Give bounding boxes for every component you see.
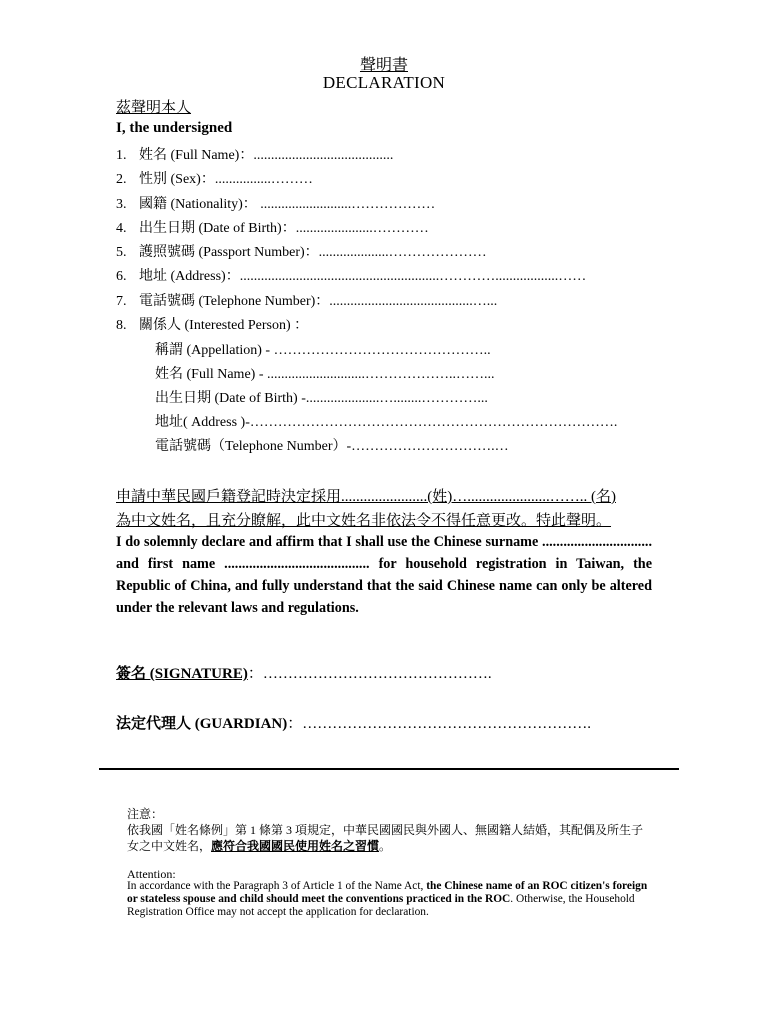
interested-appellation: 稱謂 (Appellation) - ……………………………………….. bbox=[155, 343, 491, 358]
attention-emphasis: the Chinese name of an ROC citizen's foreign or stateless spouse and child should meet the conventions practiced in the ROC bbox=[127, 880, 648, 905]
field-interested-person: 8. 關係人 (Interested Person) ： bbox=[116, 318, 309, 333]
guardian-line: ：…………………………………………………. bbox=[287, 716, 592, 732]
signature-row bbox=[116, 662, 492, 683]
interested-full-name: 姓名 (Full Name) - ............................………………..……... bbox=[155, 367, 495, 382]
interested-address: 地址( Address )-……………………………………………………………………. bbox=[155, 415, 618, 430]
declaration-chinese-line-2: 為中文姓名，且充分瞭解，此中文姓名非依法令不得任意更改。特此聲明。 bbox=[116, 513, 612, 529]
interested-date-of-birth: 出生日期 (Date of Birth) -.....................…........…………... bbox=[155, 391, 488, 406]
attention-text: In accordance with the Paragraph 3 of Article 1 of the Name Act, the Chinese name of an ROC citizen's foreign or stateless spouse and child should meet the conventions practiced in the ROC. Otherwise, the Household Registration Office may not accept the application for declaration. bbox=[127, 880, 648, 918]
guardian-row bbox=[116, 712, 591, 733]
field-telephone: 7. 電話號碼 (Telephone Number)：.........................................…... bbox=[116, 294, 498, 309]
declaration-english: I do solemnly declare and affirm that I shall use the Chinese surname ............................... and first name ......................................... for household registration in Taiwan, the Republic of China, and fully understand that the said Chinese name can only be altered under the relevant laws and regulations. bbox=[116, 534, 652, 616]
note-heading-chinese: 注意： bbox=[127, 807, 164, 821]
declaration-chinese-line-1: 申請中華民國戶籍登記時決定採用.......................(姓)…......................…….. (名) bbox=[116, 489, 616, 505]
field-date-of-birth: 4. 出生日期 (Date of Birth)：......................………… bbox=[116, 221, 429, 236]
guardian-label: 法定代理人 (GUARDIAN) bbox=[116, 716, 288, 732]
signature-label: 簽名 (SIGNATURE) bbox=[116, 666, 248, 682]
field-sex: 2. 性別 (Sex)：................……… bbox=[116, 172, 313, 187]
title-chinese: 聲明書 bbox=[359, 57, 408, 74]
field-passport-number: 5. 護照號碼 (Passport Number)：....................………………… bbox=[116, 245, 487, 260]
field-nationality: 3. 國籍 (Nationality)： ..........................……………… bbox=[116, 197, 436, 212]
note-emphasis-chinese: 應符合我國國民使用姓名之習慣 bbox=[211, 839, 380, 853]
title-english: DECLARATION bbox=[322, 73, 446, 92]
signature-line: ：………………………………………. bbox=[247, 666, 492, 682]
field-full-name: 1. 姓名 (Full Name)：........................................ bbox=[116, 148, 394, 163]
field-address: 6. 地址 (Address)：.........................................................…………..................…… bbox=[116, 269, 587, 284]
divider-line bbox=[99, 768, 679, 770]
interested-telephone: 電話號碼（Telephone Number）-………………………….… bbox=[155, 439, 509, 454]
note-text-chinese: 依我國「姓名條例」第 1 條第 3 項規定，中華民國國民與外國人、無國籍人結婚，其配偶及所生子女之中文姓名，應符合我國國民使用姓名之習慣。 bbox=[127, 823, 644, 853]
declarant-heading-english: I, the undersigned bbox=[116, 120, 233, 136]
declarant-heading-chinese: 茲聲明本人 bbox=[116, 100, 192, 116]
attention-heading: Attention: bbox=[127, 867, 176, 881]
